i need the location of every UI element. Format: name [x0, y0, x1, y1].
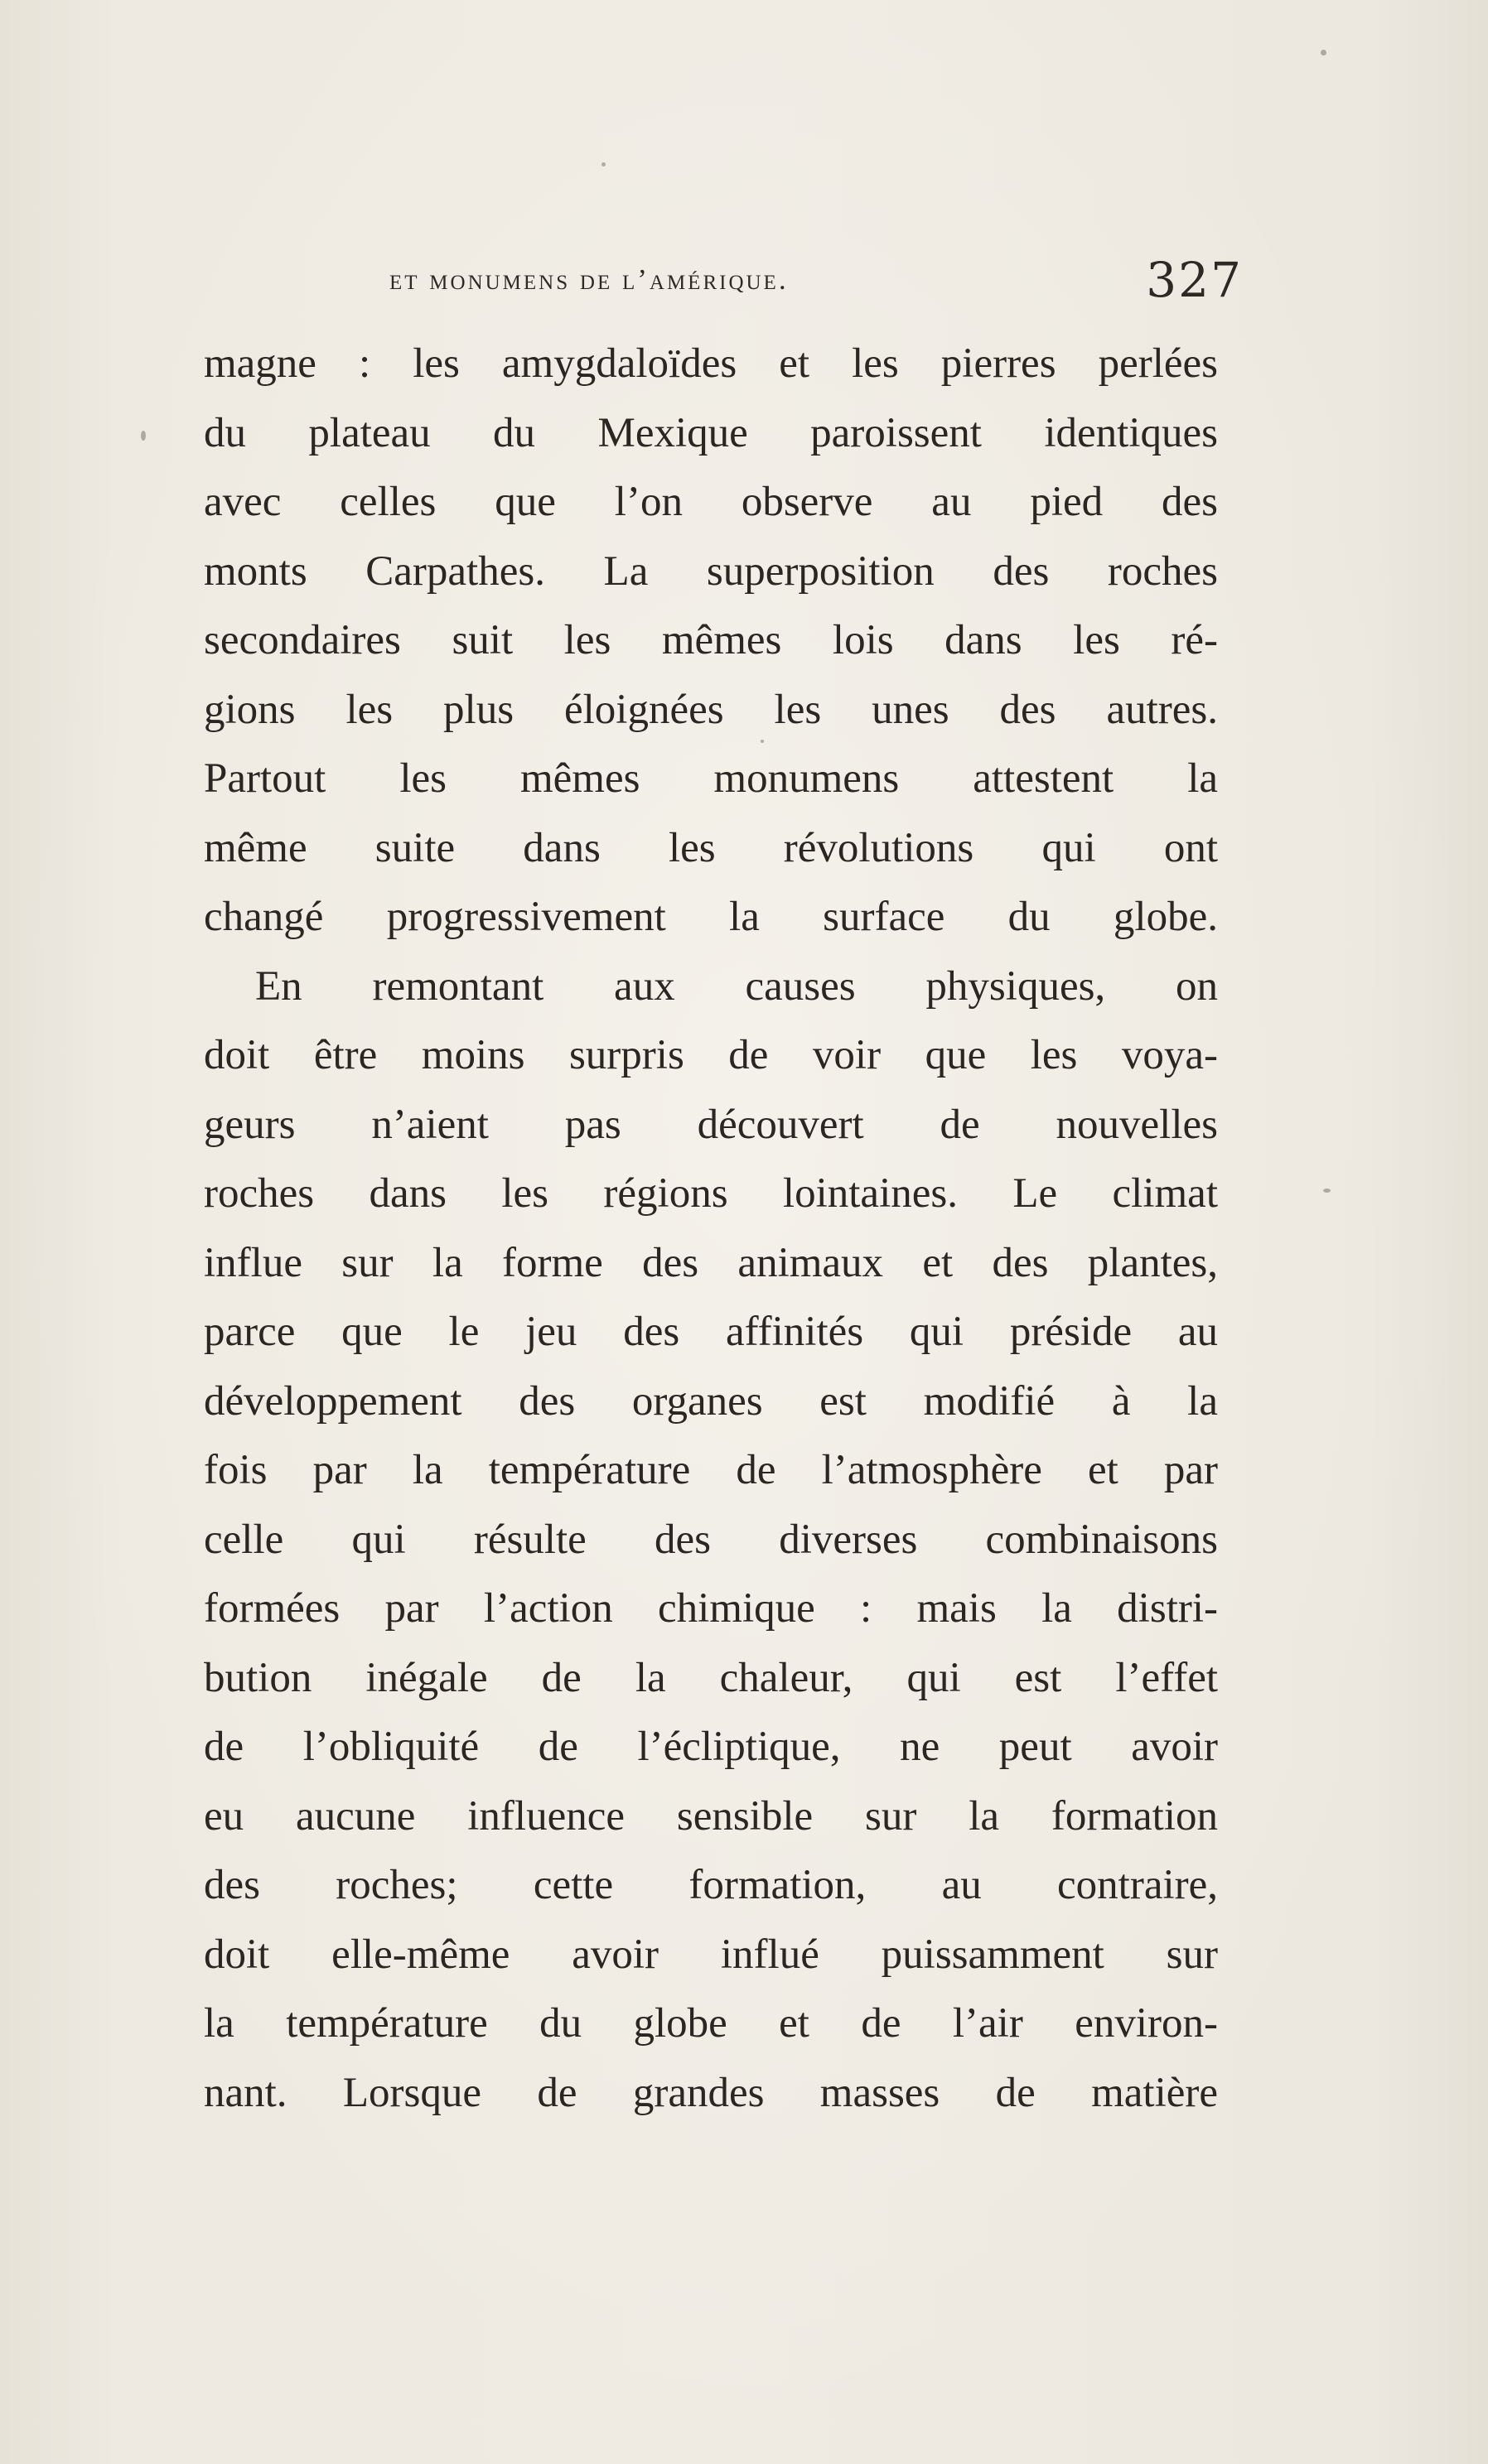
- text-line: gions les plus éloignées les unes des autres.: [204, 686, 1218, 733]
- text-line: influe sur la forme des animaux et des plantes,: [204, 1239, 1218, 1286]
- text-line: monts Carpathes. La superposition des roches: [204, 547, 1218, 595]
- page-number: 327: [1146, 252, 1243, 308]
- paper-speck: [761, 740, 764, 743]
- text-line: doit elle-même avoir influé puissamment sur: [204, 1931, 1218, 1978]
- paper-speck: [1321, 50, 1326, 55]
- text-line: eu aucune influence sensible sur la formation: [204, 1792, 1218, 1840]
- text-line: magne : les amygdaloïdes et les pierres perlées: [204, 340, 1218, 387]
- text-line: du plateau du Mexique paroissent identiques: [204, 409, 1218, 456]
- text-line: celle qui résulte des diverses combinaisons: [204, 1516, 1218, 1563]
- text-line: geurs n’aient pas découvert de nouvelles: [204, 1101, 1218, 1148]
- text-line: formées par l’action chimique : mais la distri-: [204, 1585, 1218, 1632]
- text-line: même suite dans les révolutions qui ont: [204, 824, 1218, 871]
- page-header: [365, 252, 1243, 315]
- paper-speck: [601, 162, 606, 166]
- text-line: roches dans les régions lointaines. Le climat: [204, 1170, 1218, 1217]
- text-line: secondaires suit les mêmes lois dans les ré-: [204, 617, 1218, 663]
- body-text: [204, 330, 1218, 2128]
- text-line: la température du globe et de l’air environ-: [204, 2000, 1218, 2047]
- paper-speck: [1323, 1189, 1331, 1193]
- text-line: fois par la température de l’atmosphère et par: [204, 1447, 1218, 1493]
- running-head: et monumens de l’amérique.: [389, 263, 789, 296]
- text-line: doit être moins surpris de voir que les voya-: [204, 1032, 1218, 1078]
- text-line: des roches; cette formation, au contraire,: [204, 1862, 1218, 1908]
- text-line: changé progressivement la surface du globe.: [204, 894, 1218, 940]
- text-line: nant. Lorsque de grandes masses de matière: [204, 2069, 1218, 2116]
- text-line: Partout les mêmes monumens attestent la: [204, 755, 1218, 802]
- text-line: avec celles que l’on observe au pied des: [204, 479, 1218, 525]
- text-line: bution inégale de la chaleur, qui est l’effet: [204, 1654, 1218, 1701]
- text-line: parce que le jeu des affinités qui préside au: [204, 1309, 1218, 1355]
- text-line: de l’obliquité de l’écliptique, ne peut avoir: [204, 1724, 1218, 1770]
- paper-speck: [141, 431, 146, 441]
- text-line: développement des organes est modifié à la: [204, 1377, 1218, 1425]
- text-line-paragraph-start: En remontant aux causes physiques, on: [255, 962, 1218, 1010]
